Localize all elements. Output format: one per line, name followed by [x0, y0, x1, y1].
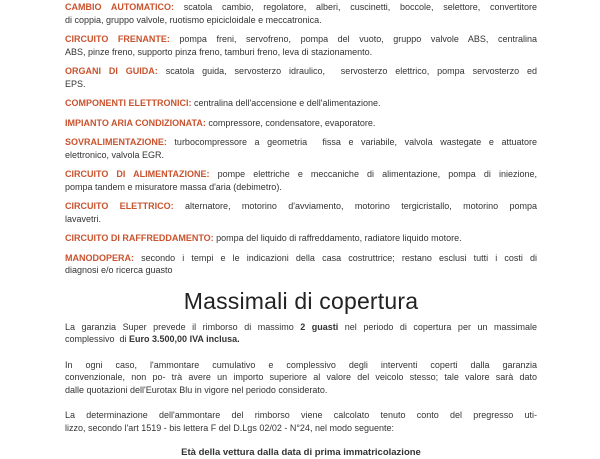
section-label: CIRCUITO DI ALIMENTAZIONE: [65, 169, 210, 179]
bold-text: 2 guasti [300, 321, 339, 332]
text-line [65, 333, 537, 346]
text-run: pompa tandem e misuratore massa d'aria (debimetro). [65, 181, 282, 192]
coverage-section [65, 65, 537, 90]
section-label: IMPIANTO ARIA CONDIZIONATA: [65, 117, 206, 128]
vehicle-age-caption: Età della vettura dalla data di prima immatricolazione [181, 447, 421, 458]
text-line [65, 65, 537, 78]
section-label: SOVRALIMENTAZIONE: [65, 137, 167, 147]
body-paragraph [65, 359, 537, 397]
text-run: secondo i tempi e le indicazioni della casa costruttrice; restano esclusi tutti i costi di [134, 252, 537, 263]
text-run: pompe elettriche e meccaniche di alimentazione, pompa di iniezione, [209, 169, 537, 179]
text-run: EPS. [65, 78, 86, 89]
text-run: lizzo, secondo l'art 1519 - bis lettera F del D.Lgs 02/02 - N°24, nel modo seguente: [65, 422, 395, 433]
section-label: CIRCUITO FRENANTE: [65, 34, 170, 44]
section-label: CAMBIO AUTOMATICO: [65, 2, 175, 12]
text-line [65, 384, 537, 397]
text-line [65, 14, 537, 27]
text-line [65, 78, 537, 91]
text-line [65, 252, 537, 265]
text-line [65, 149, 537, 162]
text-run: centralina dell'accensione e dell'alimentazione. [191, 98, 381, 108]
coverage-section [65, 168, 537, 193]
text-run: lavavetri. [65, 213, 102, 224]
text-run: alternatore, motorino d'avviamento, motorino tergicristallo, motorino pompa [173, 201, 537, 211]
text-line [65, 409, 537, 422]
text-run: elettronico, valvola EGR. [65, 149, 165, 160]
text-line [65, 33, 537, 46]
bold-text: Euro 3.500,00 IVA inclusa. [129, 334, 240, 344]
text-run: nel periodo di copertura per un massimale [338, 321, 538, 332]
section-label: ORGANI DI GUIDA: [65, 66, 158, 76]
text-run: di coppia, gruppo valvole, ruotismo epicicloidale e meccatronica. [65, 14, 322, 25]
text-run: convenzionale, non po- trà avere un importo superiore al valore del veicolo stesso; tale valore sarà dato [65, 372, 537, 382]
text-line [65, 213, 537, 226]
text-line [65, 232, 537, 245]
section-label: MANODOPERA: [65, 252, 134, 263]
coverage-section [65, 97, 537, 110]
text-run: In ogni caso, l'ammontare cumulativo e complessivo degli interventi coperti dalla garanzia [65, 359, 537, 370]
text-line [65, 200, 537, 213]
text-line [65, 1, 537, 14]
text-run: pompa freni, servofreno, pompa del vuoto, gruppo valvole ABS, centralina [169, 34, 537, 44]
text-run: compressore, condensatore, evaporatore. [205, 117, 376, 128]
text-line [65, 97, 537, 110]
coverage-terms [65, 321, 537, 435]
text-run: diagnosi e/o ricerca guasto [65, 265, 173, 275]
coverage-section [65, 136, 537, 161]
section-label: CIRCUITO ELETTRICO: [65, 201, 174, 211]
text-line [65, 136, 537, 149]
page-title: Massimali di copertura [183, 287, 419, 314]
section-label: CIRCUITO DI RAFFREDDAMENTO: [65, 233, 214, 243]
coverage-section [65, 200, 537, 225]
text-line [65, 264, 537, 277]
body-paragraph [65, 321, 537, 346]
text-line [65, 359, 537, 372]
coverage-section [65, 117, 537, 130]
text-run: turbocompressore a geometria fissa e variabile, valvola wastegate e attuatore [166, 137, 537, 147]
text-run: pompa del liquido di raffreddamento, radiatore liquido motore. [213, 233, 462, 243]
text-line [65, 117, 537, 130]
text-line [65, 321, 537, 334]
text-run: ABS, pinze freno, supporto pinza freno, tamburi freno, leva di stazionamento. [65, 46, 373, 57]
text-run: complessivo di [65, 334, 130, 344]
text-run: La determinazione dell'ammontare del rimborso viene calcolato tenuto conto del pregresso uti- [65, 410, 537, 420]
coverage-sections-list [65, 1, 537, 277]
coverage-section [65, 33, 537, 58]
text-line [65, 371, 537, 384]
text-line [65, 46, 537, 59]
text-run: scatola guida, servosterzo idraulico, servosterzo elettrico, pompa servosterzo ed [157, 66, 538, 76]
text-line [65, 168, 537, 181]
text-run: dalle quotazioni dell'Eurotax Blu in vigore nel periodo considerato. [65, 384, 328, 395]
coverage-section [65, 1, 537, 26]
text-line [65, 422, 537, 435]
coverage-section [65, 232, 537, 245]
text-line [65, 181, 537, 194]
coverage-section [65, 252, 537, 277]
section-label: COMPONENTI ELETTRONICI: [65, 98, 192, 108]
text-run: scatola cambio, regolatore, alberi, cuscinetti, boccole, selettore, convertitore [174, 2, 537, 12]
body-paragraph [65, 409, 537, 434]
text-run: La garanzia Super prevede il rimborso di massimo [65, 321, 301, 332]
